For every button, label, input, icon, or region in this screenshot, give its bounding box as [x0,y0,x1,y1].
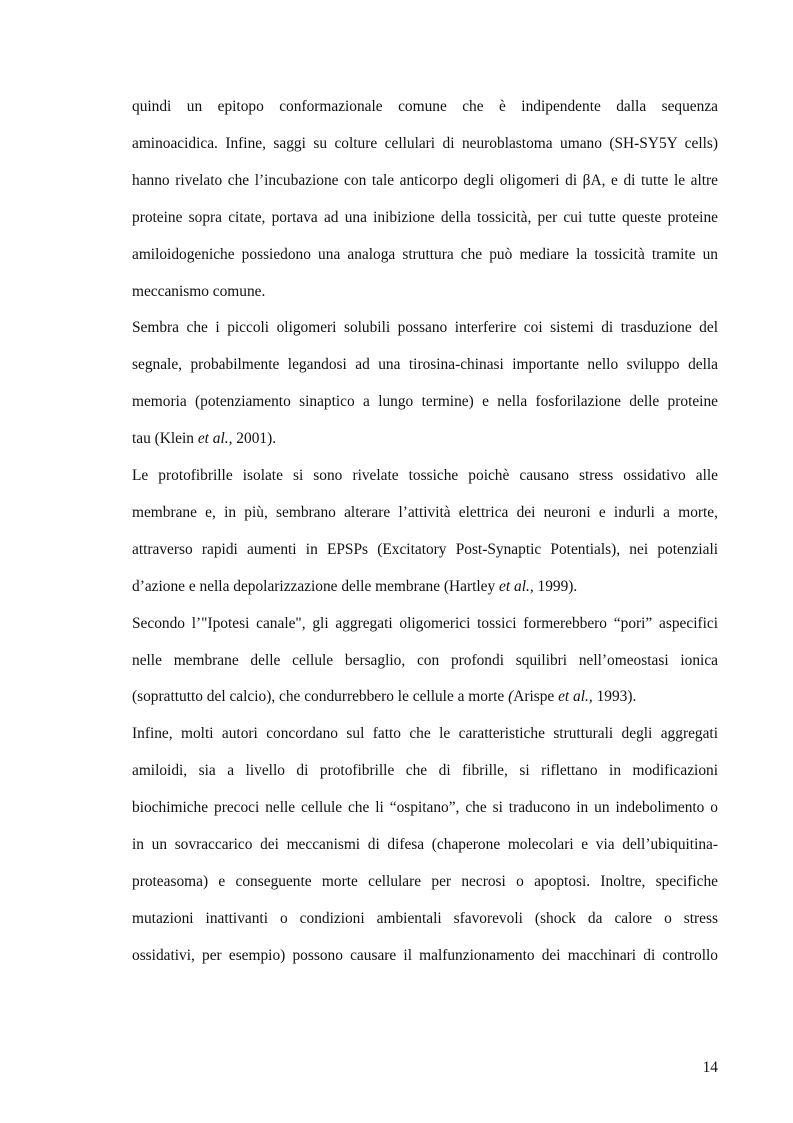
text-line [132,835,718,855]
text-line [132,540,718,560]
page-number: 14 [702,1059,718,1076]
text-segment: in un sovraccarico dei meccanismi di difesa (chaperone molecolari e via dell’ubiquitina- [132,836,718,853]
text-line [132,761,718,781]
text-line [132,651,718,671]
text-line [132,97,718,117]
text-segment: proteasoma) e conseguente morte cellulare per necrosi o apoptosi. Inoltre, specifiche [132,872,718,890]
text-segment: Arispe [513,688,559,706]
text-segment: d’azione e nella depolarizzazione delle membrane (Hartley [132,577,500,595]
text-line [132,171,718,191]
text-segment: quindi un epitopo conformazionale comune che è indipendente dalla sequenza [132,98,718,115]
text-segment: proteine sopra citate, portava ad una inibizione della tossicità, per cui tutte queste proteine [132,208,718,226]
text-segment: Le protofibrille isolate si sono rivelate tossiche poichè causano stress ossidativo alle [132,467,718,484]
text-line [132,798,718,818]
italic-text: ( [508,688,514,706]
text-segment: attraverso rapidi aumenti in EPSPs (Excitatory Post-Synaptic Potentials), nei potenziali [132,540,718,558]
text-segment: 2001). [232,430,277,448]
text-segment: nelle membrane delle cellule bersaglio, con profondi squilibri nell’omeostasi ionica [132,651,718,669]
text-line [132,909,718,929]
text-segment: biochimiche precoci nelle cellule che li “ospitano”, che si traducono in un indebolimento o [132,799,718,817]
text-segment: Infine, molti autori concordano sul fatto che le caratteristiche strutturali degli aggregati [132,725,718,743]
text-line [132,134,718,154]
text-line [132,429,718,449]
italic-text: et al., [197,430,233,448]
text-line [132,208,718,228]
text-line [132,614,718,634]
text-segment: tau (Klein [132,430,198,448]
text-line [132,466,718,486]
text-segment: mutazioni inattivanti o condizioni ambientali sfavorevoli (shock da calore o stress [132,909,718,927]
italic-text: et al., [499,577,534,595]
text-line [132,687,718,707]
text-segment: ossidativi, per esempio) possono causare il malfunzionamento dei macchinari di controllo [132,946,718,964]
text-line [132,872,718,892]
text-line [132,318,718,338]
text-line [132,282,718,302]
text-segment: segnale, probabilmente legandosi ad una tirosina-chinasi importante nello sviluppo della [132,356,718,374]
text-segment: (soprattutto del calcio), che condurrebbero le cellule a morte [132,688,509,706]
text-segment: Sembra che i piccoli oligomeri solubili possano interferire coi sistemi di trasduzione del [132,319,718,337]
text-segment: aminoacidica. Infine, saggi su colture cellulari di neuroblastoma umano (SH-SY5Y cells) [132,134,718,152]
text-segment: amiloidogeniche possiedono una analoga struttura che può mediare la tossicità tramite un [132,245,718,263]
text-line [132,355,718,375]
text-segment: meccanismo comune. [132,282,266,300]
italic-text: et al., [558,688,593,706]
text-line [132,245,718,265]
text-segment: amiloidi, sia a livello di protofibrille che di fibrille, si riflettano in modificazioni [132,762,718,780]
text-line [132,946,718,966]
text-line [132,392,718,412]
text-segment: 1999). [533,577,578,595]
text-segment: memoria (potenziamento sinaptico a lungo termine) e nella fosforilazione delle proteine [132,393,718,411]
text-segment: hanno rivelato che l’incubazione con tale anticorpo degli oligomeri di βA, e di tutte le altre [132,171,718,189]
text-segment: Secondo l’"Ipotesi canale", gli aggregati oligomerici tossici formerebbero “pori” aspecifici [132,614,718,632]
text-segment: membrane e, in più, sembrano alterare l’attività elettrica dei neuroni e indurli a morte, [132,503,718,521]
text-line [132,577,718,597]
text-line [132,724,718,744]
text-line [132,503,718,523]
text-segment: 1993). [592,688,637,706]
